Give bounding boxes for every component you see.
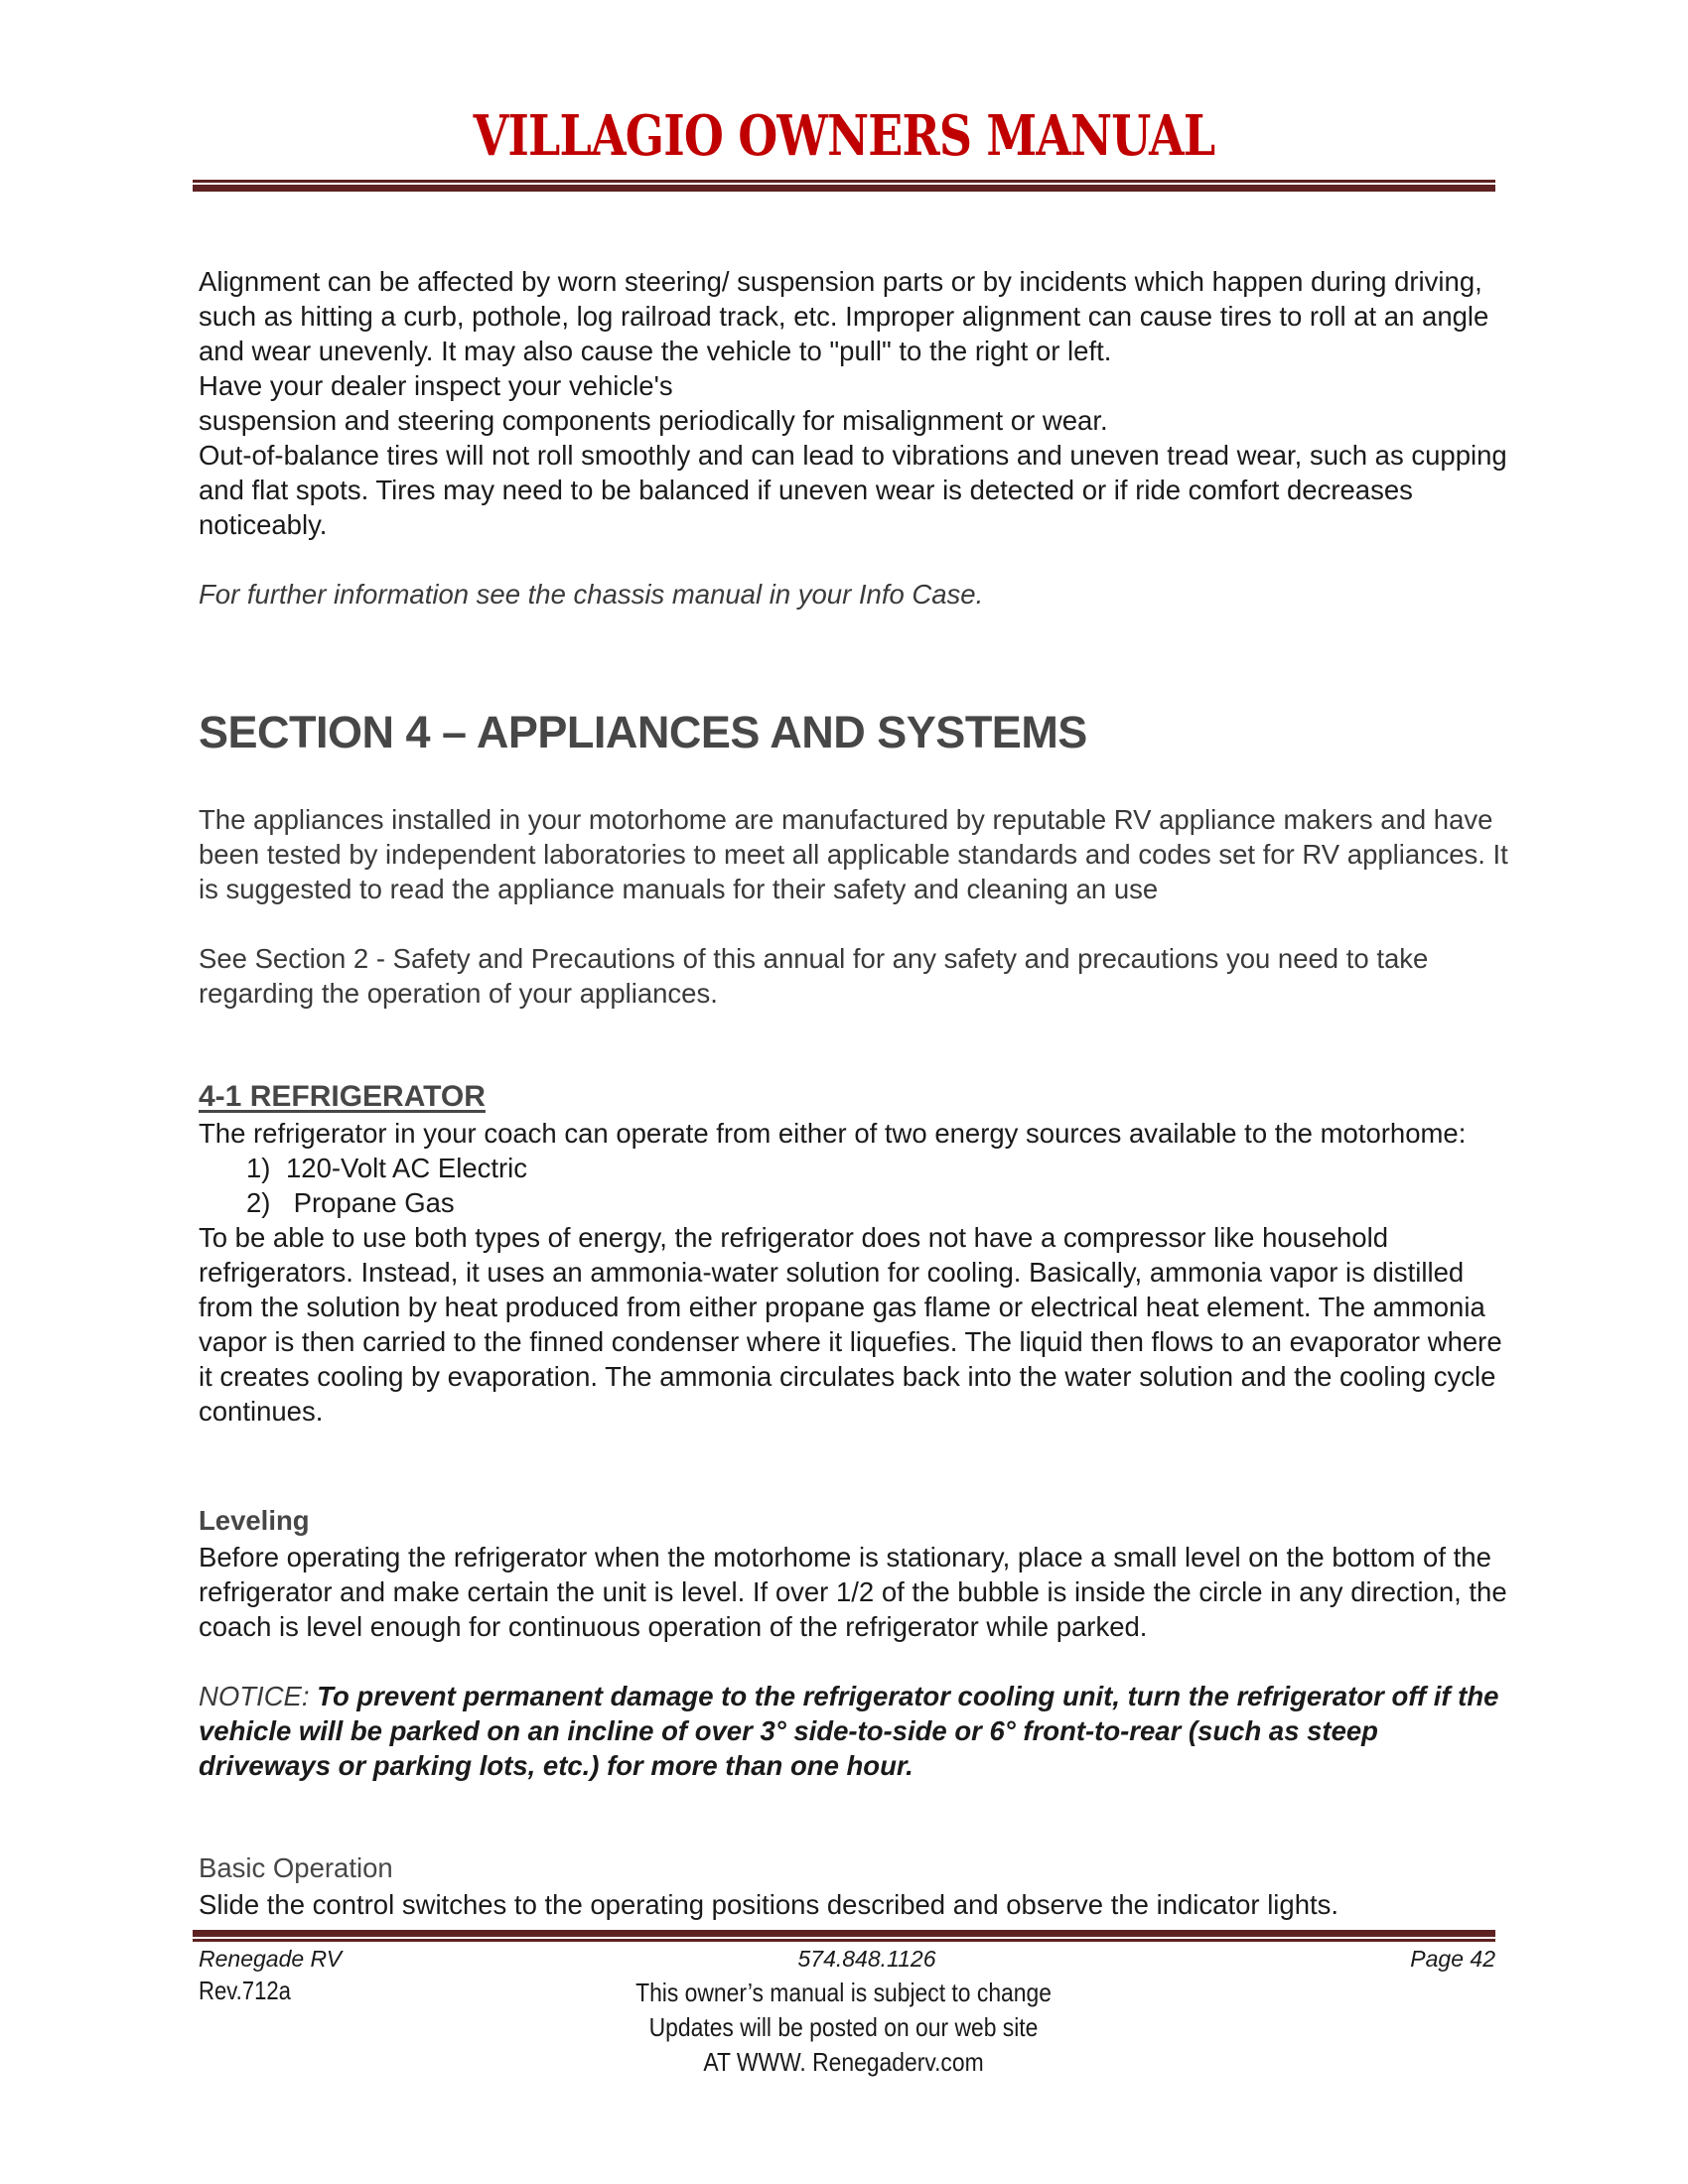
energy-source-item xyxy=(199,1185,1509,1220)
refrigerator-body xyxy=(199,1116,1509,1429)
cooling-description: To be able to use both types of energy, the refrigerator does not have a compressor like household refrigerators. Instead, it uses an ammonia-water solution for cooling. Basically, ammonia vapor is distilled from the solution by heat produced from either propane gas flame or electrical heat element. The ammonia vapor is then carried to the finned condenser where it liquefies. The liquid then flows to an evaporator where it creates cooling by evaporation. The ammonia circulates back into the water solution and the cooling cycle continues. xyxy=(199,1222,1502,1427)
notice-paragraph xyxy=(199,1679,1509,1783)
basic-operation-body xyxy=(199,1887,1509,1922)
refrigerator-heading: 4-1 REFRIGERATOR xyxy=(199,1080,486,1113)
header-rule-thick xyxy=(193,185,1495,192)
leveling-heading: Leveling xyxy=(199,1505,310,1536)
change-notice xyxy=(0,1976,1688,2080)
alignment-text xyxy=(199,264,1509,612)
change-notice-line: This owner’s manual is subject to change xyxy=(635,1978,1052,2007)
section-intro xyxy=(199,802,1509,1011)
footer-rule-thick xyxy=(193,1930,1495,1937)
energy-source-item xyxy=(199,1151,1509,1185)
notice-label: NOTICE: xyxy=(199,1681,310,1711)
list-label: Propane Gas xyxy=(286,1187,455,1218)
balance-paragraph: Out-of-balance tires will not roll smoothly and can lead to vibrations and uneven tread wear, such as cupping and flat spots. Tires may need to be balanced if uneven wear is detected or if ride comfort decreases noticeably. xyxy=(199,440,1507,540)
website-line: AT WWW. Renegaderv.com xyxy=(703,2047,984,2077)
list-label: 120-Volt AC Electric xyxy=(286,1153,528,1183)
basic-operation-heading: Basic Operation xyxy=(199,1852,393,1883)
change-notice-line: Updates will be posted on our web site xyxy=(648,2012,1039,2042)
section-heading: SECTION 4 – APPLIANCES AND SYSTEMS xyxy=(199,707,1087,757)
suspension-line: suspension and steering components periodically for misalignment or wear. xyxy=(199,405,1108,436)
footer-rule-thin xyxy=(193,1939,1495,1942)
leveling-text: Before operating the refrigerator when the motorhome is stationary, place a small level on the bottom of the refrigerator and make certain the unit is level. If over 1/2 of the bubble is inside the circle in any direction, the coach is level enough for continuous operation of the refrigerator while parked. xyxy=(199,1542,1507,1642)
list-number: 1) xyxy=(246,1153,271,1183)
footer-page-number: Page 42 xyxy=(1410,1946,1495,1972)
further-info: For further information see the chassis manual in your Info Case. xyxy=(199,579,984,610)
appliances-paragraph: The appliances installed in your motorhome are manufactured by reputable RV appliance makers and have been tested by independent laboratories to meet all applicable standards and codes set for RV appliances. It is suggested to read the appliance manuals for their safety and cleaning an use xyxy=(199,804,1508,904)
leveling-body xyxy=(199,1540,1509,1783)
footer-company: Renegade RV xyxy=(199,1946,343,1972)
safety-reference-paragraph: See Section 2 - Safety and Precautions of this annual for any safety and precautions you need to take regarding the operation of your appliances. xyxy=(199,943,1429,1009)
footer-phone: 574.848.1126 xyxy=(797,1946,936,1972)
energy-sources-intro: The refrigerator in your coach can operate from either of two energy sources available to the motorhome: xyxy=(199,1118,1467,1149)
alignment-paragraph: Alignment can be affected by worn steering/ suspension parts or by incidents which happen during driving, such as hitting a curb, pothole, log railroad track, etc. Improper alignment can cause tires to roll at an angle and wear unevenly. It may also cause the vehicle to "pull" to the right or left. xyxy=(199,266,1489,366)
document-title: VILLAGIO OWNERS MANUAL xyxy=(473,103,1215,169)
revision-label: Rev.712a xyxy=(199,1976,291,2005)
header-rule-thin xyxy=(193,180,1495,183)
dealer-inspect-line: Have your dealer inspect your vehicle's xyxy=(199,370,673,401)
notice-text: To prevent permanent damage to the refrigerator cooling unit, turn the refrigerator off if the vehicle will be parked on an incline of over 3° side-to-side or 6° front-to-rear (such as steep driveways or parking lots, etc.) for more than one hour. xyxy=(199,1681,1507,1781)
list-number: 2) xyxy=(246,1187,271,1218)
basic-operation-text: Slide the control switches to the operating positions described and observe the indicator lights. xyxy=(199,1889,1339,1920)
